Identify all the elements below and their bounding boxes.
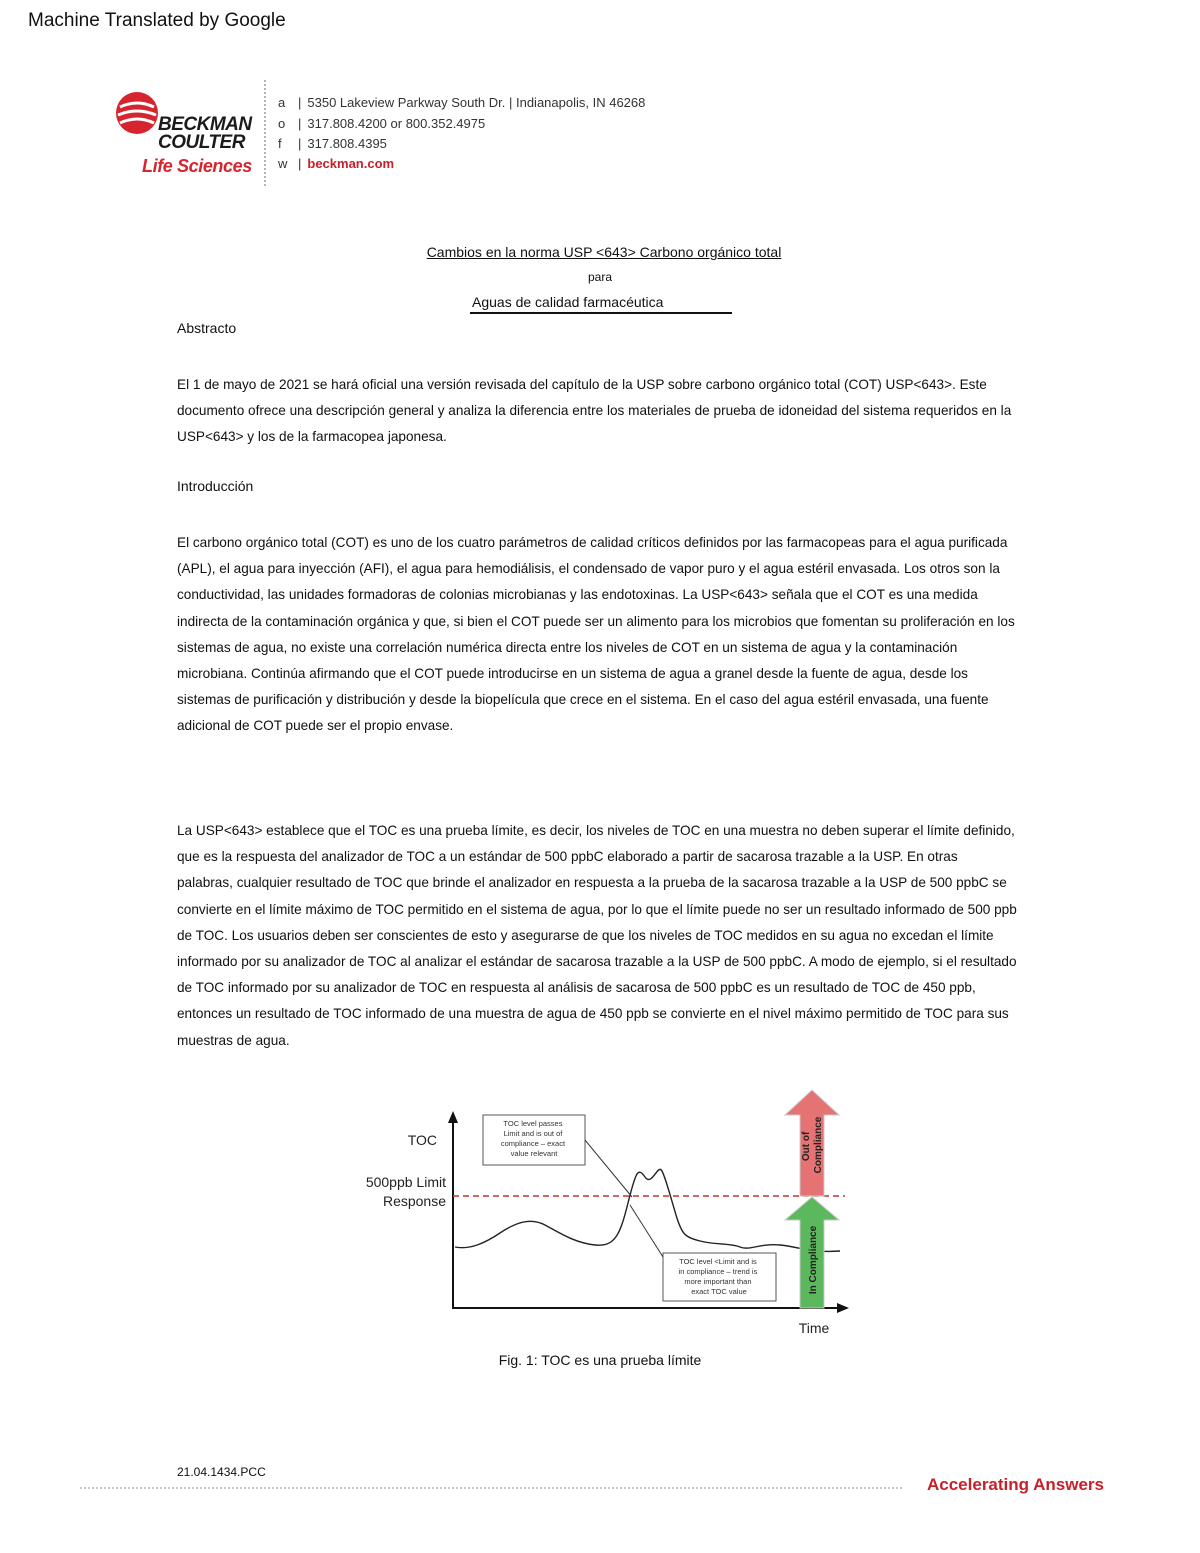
abstract-text	[177, 372, 1017, 451]
letterhead-divider	[264, 80, 266, 186]
brand-line-2: COULTER	[158, 132, 245, 153]
y-axis-label: TOC	[407, 1132, 437, 1148]
callout-top-text	[501, 1119, 567, 1158]
intro-heading: Introducción	[177, 478, 254, 494]
y-axis-arrow-icon	[448, 1111, 458, 1123]
callout-bottom-line: in compliance – trend is	[678, 1267, 758, 1276]
footer-divider	[80, 1487, 902, 1489]
contact-fax: f | 317.808.4395	[278, 136, 387, 151]
contact-web: w | beckman.com	[278, 156, 395, 171]
contact-key: o	[278, 116, 286, 131]
x-axis-arrow-icon	[837, 1303, 849, 1313]
callout-top-pointer	[585, 1140, 632, 1197]
callout-bottom-pointer	[630, 1205, 663, 1257]
out-label-line: Compliance	[813, 1116, 824, 1174]
document-code: 21.04.1434.PCC	[177, 1465, 266, 1479]
contact-value: 5350 Lakeview Parkway South Dr. | Indianapolis, IN 46268	[307, 95, 646, 110]
intro-paragraph-1: El carbono orgánico total (COT) es uno de los cuatro parámetros de calidad críticos definidos por las farmacopeas para el agua purificada (APL), el agua para inyección (AFI), el agua para hemodiálisis, el condensado de vapor puro y el agua estéril envasada. Los otros son la conductividad, las unidades formadoras de colonias microbianas y las endotoxinas. La USP<643> señala que el COT es una medida indirecta de la contaminación orgánica y que, si bien el COT puede ser un alimento para los microbios que fomentan su proliferación en los sistemas de agua, no existe una correlación numérica directa entre los niveles de COT en un sistema de agua y la contaminación microbiana. Continúa afirmando que el COT puede introducirse en un sistema de agua a granel desde la fuente de agua, desde los sistemas de purificación y distribución y desde la biopelícula que crece en el sistema. En el caso del agua estéril envasada, una fuente adicional de COT puede ser el propio envase.	[177, 535, 1015, 734]
out-of-compliance-arrow-icon	[785, 1090, 839, 1196]
intro-paragraph-2: La USP<643> establece que el TOC es una prueba límite, es decir, los niveles de TOC en una muestra no deben superar el límite definido, que es la respuesta del analizador de TOC a un estándar de 500 ppbC elaborado a partir de sacarosa trazable a la USP. En otras palabras, cualquier resultado de TOC que brinde el analizador en respuesta a la prueba de la sacarosa trazable a la USP de 500 ppbC se convierte en el límite máximo de TOC permitido en el sistema de agua, por lo que el límite puede no ser un resultado informado de 500 ppb de TOC. Los usuarios deben ser conscientes de esto y asegurarse de que los niveles de TOC medidos en su agua no excedan el límite informado por su analizador de TOC al analizar el estándar de sacarosa trazable a la USP de 500 ppbC. A modo de ejemplo, si el resultado de TOC informado por su analizador de TOC en respuesta al análisis de sacarosa de 500 ppbC es un resultado de TOC de 450 ppb, entonces un resultado de TOC informado de una muestra de agua de 450 ppb se convierte en el nivel máximo permitido de TOC para sus muestras de agua.	[177, 823, 1017, 1048]
abstract-heading: Abstracto	[177, 320, 237, 336]
callout-top-line: value relevant	[510, 1149, 558, 1158]
machine-translation-banner: Machine Translated by Google	[28, 10, 286, 31]
document-title	[0, 244, 1200, 260]
intro-paragraph-2-block	[177, 818, 1017, 1054]
limit-label-line-1: 500ppb Limit	[365, 1174, 446, 1190]
figure-caption: Fig. 1: TOC es una prueba límite	[498, 1352, 702, 1368]
limit-label-line-2: Response	[382, 1193, 446, 1209]
in-compliance-label: In Compliance	[808, 1225, 819, 1295]
callout-top-line: compliance – exact	[500, 1139, 566, 1148]
callout-bottom-line: TOC level <Limit and is	[679, 1257, 757, 1266]
out-label-line: Out of	[801, 1131, 812, 1162]
callout-bottom-line: more important than	[684, 1277, 752, 1286]
intro-paragraph-1-block	[177, 530, 1017, 740]
brand-line-3: Life Sciences	[142, 156, 252, 176]
contact-phone: o | 317.808.4200 or 800.352.4975	[278, 116, 486, 131]
logo-mark-icon	[114, 90, 160, 136]
callout-bottom-line: exact TOC value	[691, 1287, 747, 1296]
x-axis-label: Time	[798, 1320, 830, 1336]
contact-value: 317.808.4200 or 800.352.4975	[307, 116, 486, 131]
brand-line-1: BECKMAN	[158, 114, 252, 135]
website-link[interactable]: beckman.com	[307, 156, 395, 171]
title-line-1: Cambios en la norma USP <643> Carbono orgánico total	[426, 244, 782, 260]
title-line-2: para	[587, 270, 613, 284]
toc-limit-figure	[340, 1085, 860, 1345]
footer-tagline: Accelerating Answers	[927, 1475, 1104, 1494]
beckman-coulter-logo	[110, 88, 255, 183]
title-line-3: Aguas de calidad farmacéutica	[470, 294, 732, 314]
callout-top-line: Limit and is out of	[503, 1129, 563, 1138]
contact-key: f	[278, 136, 282, 151]
toc-trend-line	[455, 1169, 840, 1251]
contact-key: w	[278, 156, 288, 171]
abstract-paragraph: El 1 de mayo de 2021 se hará oficial una versión revisada del capítulo de la USP sobre carbono orgánico total (COT) USP<643>. Este documento ofrece una descripción general y analiza la diferencia entre los materiales de prueba de idoneidad del sistema requeridos en la USP<643> y los de la farmacopea japonesa.	[177, 377, 1012, 445]
contact-address: a | 5350 Lakeview Parkway South Dr. | Indianapolis, IN 46268	[278, 95, 646, 110]
callout-top-line: TOC level passes	[503, 1119, 563, 1128]
contact-key: a	[278, 95, 286, 110]
contact-value: 317.808.4395	[307, 136, 387, 151]
